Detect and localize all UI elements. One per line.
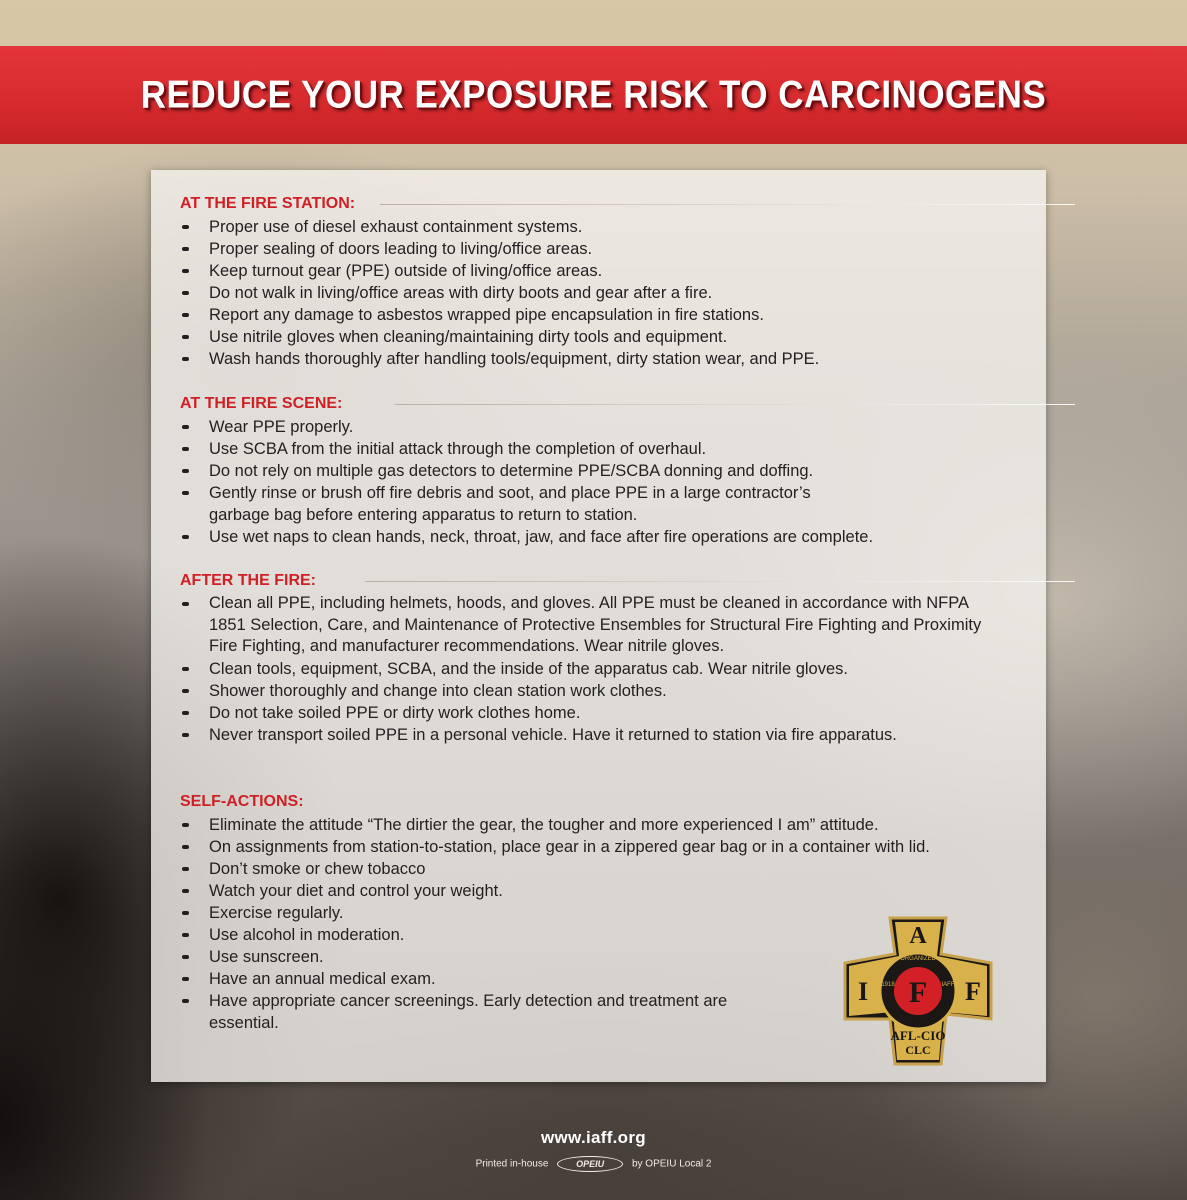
- opeiu-logo: OPEIU: [557, 1156, 623, 1172]
- list-item: Have appropriate cancer screenings. Early detection and treatment are essential.: [209, 990, 1046, 1034]
- list-item: Do not rely on multiple gas detectors to determine PPE/SCBA donning and doffing.: [209, 460, 1046, 482]
- iaff-logo: [843, 916, 993, 1066]
- list-item: Use SCBA from the initial attack through the completion of overhaul.: [209, 438, 1046, 460]
- section-fire-station: [151, 194, 1046, 370]
- list-item: Never transport soiled PPE in a personal vehicle. Have it returned to station via fire apparatus.: [209, 724, 1046, 746]
- list-item: Watch your diet and control your weight.: [209, 880, 1046, 902]
- list-item: Keep turnout gear (PPE) outside of living/office areas.: [209, 260, 1046, 282]
- list: [151, 216, 1046, 370]
- title-banner: [0, 46, 1187, 144]
- list-item: Eliminate the attitude “The dirtier the gear, the tougher and more experienced I am” attitude.: [209, 814, 1046, 836]
- divider: [380, 204, 1075, 205]
- logo-letter: I: [857, 977, 869, 1006]
- list: [151, 593, 1046, 746]
- content-panel: [151, 170, 1046, 1082]
- logo-letter: A: [909, 923, 927, 949]
- list-item: Wash hands thoroughly after handling tools/equipment, dirty station wear, and PPE.: [209, 348, 1046, 370]
- divider: [395, 404, 1075, 405]
- list-item: Do not walk in living/office areas with dirty boots and gear after a fire.: [209, 282, 1046, 304]
- list-item: On assignments from station-to-station, place gear in a zippered gear bag or in a container with lid.: [209, 836, 1046, 858]
- logo-text: AFL-CIO: [890, 1028, 946, 1043]
- printer-credit: [0, 1156, 1187, 1172]
- logo-ring-text: ORGANIZED: [900, 956, 936, 962]
- list-item: Have an annual medical exam.: [209, 968, 1046, 990]
- list-item: Shower thoroughly and change into clean station work clothes.: [209, 680, 1046, 702]
- printed-prefix: Printed in-house: [475, 1158, 549, 1170]
- list-item: Clean all PPE, including helmets, hoods, and gloves. All PPE must be cleaned in accordance with NFPA 1851 Selection, Care, and Maintenance of Protective Ensembles for Structural Fire Fighting and Proximity Fire Fighting, and manufacturer recommendations. Wear nitrile gloves.: [209, 593, 1046, 658]
- website-link[interactable]: www.iaff.org: [541, 1128, 646, 1147]
- list-item: Use alcohol in moderation.: [209, 924, 1046, 946]
- list-item: Report any damage to asbestos wrapped pipe encapsulation in fire stations.: [209, 304, 1046, 326]
- list-item: Clean tools, equipment, SCBA, and the inside of the apparatus cab. Wear nitrile gloves.: [209, 658, 1046, 680]
- logo-text: CLC: [905, 1043, 931, 1057]
- list-item: Wear PPE properly.: [209, 416, 1046, 438]
- list-item: Use nitrile gloves when cleaning/maintaining dirty tools and equipment.: [209, 326, 1046, 348]
- list-item: Exercise regularly.: [209, 902, 1046, 924]
- list-item: Use sunscreen.: [209, 946, 1046, 968]
- logo-letter: F: [965, 977, 981, 1006]
- divider: [365, 581, 1075, 582]
- section-fire-scene: [151, 394, 1046, 548]
- list-item: Proper use of diesel exhaust containment systems.: [209, 216, 1046, 238]
- list: [151, 416, 1046, 548]
- list-item: Do not take soiled PPE or dirty work clothes home.: [209, 702, 1046, 724]
- list-item: Use wet naps to clean hands, neck, throat, jaw, and face after fire operations are complete.: [209, 526, 1046, 548]
- section-title: AT THE FIRE STATION:: [180, 195, 356, 212]
- list-item: Proper sealing of doors leading to living/office areas.: [209, 238, 1046, 260]
- logo-ring-text: IAFF: [941, 982, 955, 988]
- page-title: REDUCE YOUR EXPOSURE RISK TO CARCINOGENS: [140, 72, 1047, 117]
- list-item: Gently rinse or brush off fire debris and soot, and place PPE in a large contractor’s garbage bag before entering apparatus to return to station.: [209, 482, 1046, 526]
- logo-letter: F: [908, 976, 928, 1009]
- list-item: Don’t smoke or chew tobacco: [209, 858, 1046, 880]
- section-title: AT THE FIRE SCENE:: [180, 395, 343, 412]
- section-after-fire: [151, 571, 1046, 746]
- section-title: AFTER THE FIRE:: [180, 572, 316, 589]
- logo-ring-text: 1918: [881, 982, 895, 988]
- section-title: SELF-ACTIONS:: [180, 793, 304, 810]
- printed-suffix: by OPEIU Local 2: [631, 1158, 712, 1170]
